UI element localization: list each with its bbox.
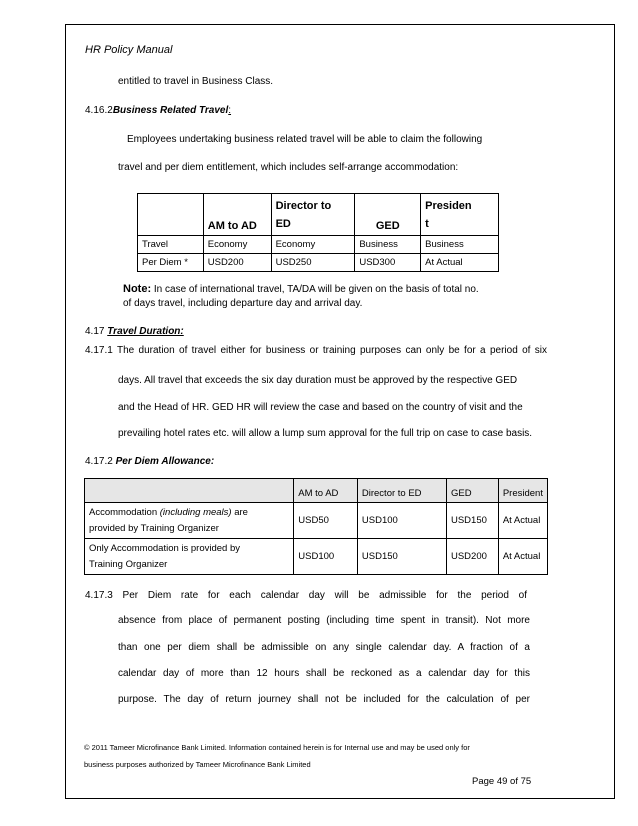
cell-text: Only Accommodation is provided by [89,542,241,554]
table-cell: At Actual [421,254,499,272]
table-header-cell [271,194,355,236]
table-header-cell: President [498,479,547,503]
table-header-cell: Director to ED [357,479,446,503]
table-cell [85,503,294,539]
paragraph-line: absence from place of permanent posting (including time spent in transit). Not more [118,615,530,626]
note-line: of days travel, including departure day and arrival day. [123,298,363,309]
travel-entitlement-table [137,193,499,272]
cell-text-italic: (including meals) [159,506,232,518]
header-line: Presiden [425,200,472,212]
note-label: Note: [123,283,152,295]
table-cell: Per Diem * [138,254,204,272]
table-cell: USD150 [357,539,446,575]
table-header-row [138,194,499,236]
section-number: 4.17.3 [85,590,113,601]
intro-line: entitled to travel in Business Class. [118,76,274,87]
table-cell: USD300 [355,254,421,272]
table-cell [85,539,294,575]
per-diem-table [84,478,548,575]
table-row [85,503,548,539]
cell-text: Accommodation [89,506,160,518]
section-number: 4.17.1 [85,345,113,356]
table-row [85,539,548,575]
table-cell: Travel [138,236,204,254]
page-number: Page 49 of 75 [472,776,532,787]
table-cell: Economy [271,236,355,254]
cell-text: Training Organizer [89,558,168,570]
section-number: 4.17.2 [85,456,113,467]
table-cell: Business [355,236,421,254]
header-line: t [425,218,429,230]
table-cell: USD200 [446,539,498,575]
header-line: ED [275,218,291,230]
table-cell: Economy [203,236,271,254]
paragraph-text: The duration of travel either for business or training purposes can only be for a period of six [116,345,547,356]
table-row [138,254,499,272]
header-title: HR Policy Manual [85,44,173,56]
section-4162-heading [85,105,231,116]
paragraph-line: days. All travel that exceeds the six day duration must be approved by the respective GED [118,375,518,386]
paragraph-text: Per Diem rate for each calendar day will be admissible for the period of [122,590,527,601]
table-cell: At Actual [498,503,547,539]
table-cell: USD150 [446,503,498,539]
table-header-cell: AM to AD [294,479,358,503]
table-row [138,236,499,254]
paragraph-line: calendar day of more than 12 hours shall be reckoned as a calendar day for this [118,668,530,679]
paragraph-line: prevailing hotel rates etc. will allow a lump sum approval for the full trip on case to case basis. [118,428,533,439]
section-4172-heading [85,456,214,467]
table-header-cell: AM to AD [203,194,271,236]
section-colon: : [228,105,232,116]
section-number: 4.17 [85,326,105,337]
header-line: Director to [275,200,332,212]
table-cell: Business [421,236,499,254]
paragraph-line: Employees undertaking business related travel will be able to claim the following [127,134,483,145]
section-number: 4.16.2 [85,105,113,116]
section-title: Per Diem Allowance: [115,456,215,467]
table-cell: USD100 [294,539,358,575]
table-header-cell: GED [446,479,498,503]
section-title: Business Related Travel [112,105,229,116]
note-text: In case of international travel, TA/DA will be given on the basis of total no. [151,284,479,295]
table-header-cell: GED [355,194,421,236]
table-header-cell [421,194,499,236]
table-cell: USD200 [203,254,271,272]
footer-copyright: © 2011 Tameer Microfinance Bank Limited. Information contained herein is for Internal use and may be used only for [84,743,470,752]
cell-text: are [231,506,248,518]
section-417-heading [85,326,184,337]
table-cell: At Actual [498,539,547,575]
table-cell: USD50 [294,503,358,539]
paragraph-line [85,590,527,601]
paragraph-line: travel and per diem entitlement, which includes self-arrange accommodation: [118,162,459,173]
table-header-cell [138,194,204,236]
table-cell: USD250 [271,254,355,272]
note-line [123,283,479,295]
section-title: Travel Duration: [107,326,184,337]
table-cell: USD100 [357,503,446,539]
footer-copyright: business purposes authorized by Tameer Microfinance Bank Limited [84,760,311,769]
table-header-cell [85,479,294,503]
paragraph-line: and the Head of HR. GED HR will review the case and based on the country of visit and the [118,402,523,413]
paragraph-line: purpose. The day of return journey shall not be included for the calculation of per [118,694,530,705]
paragraph-line [85,345,547,356]
table-header-row [85,479,548,503]
cell-text: provided by Training Organizer [89,522,219,534]
paragraph-line: than one per diem shall be admissible on any single calendar day. A fraction of a [118,642,530,653]
